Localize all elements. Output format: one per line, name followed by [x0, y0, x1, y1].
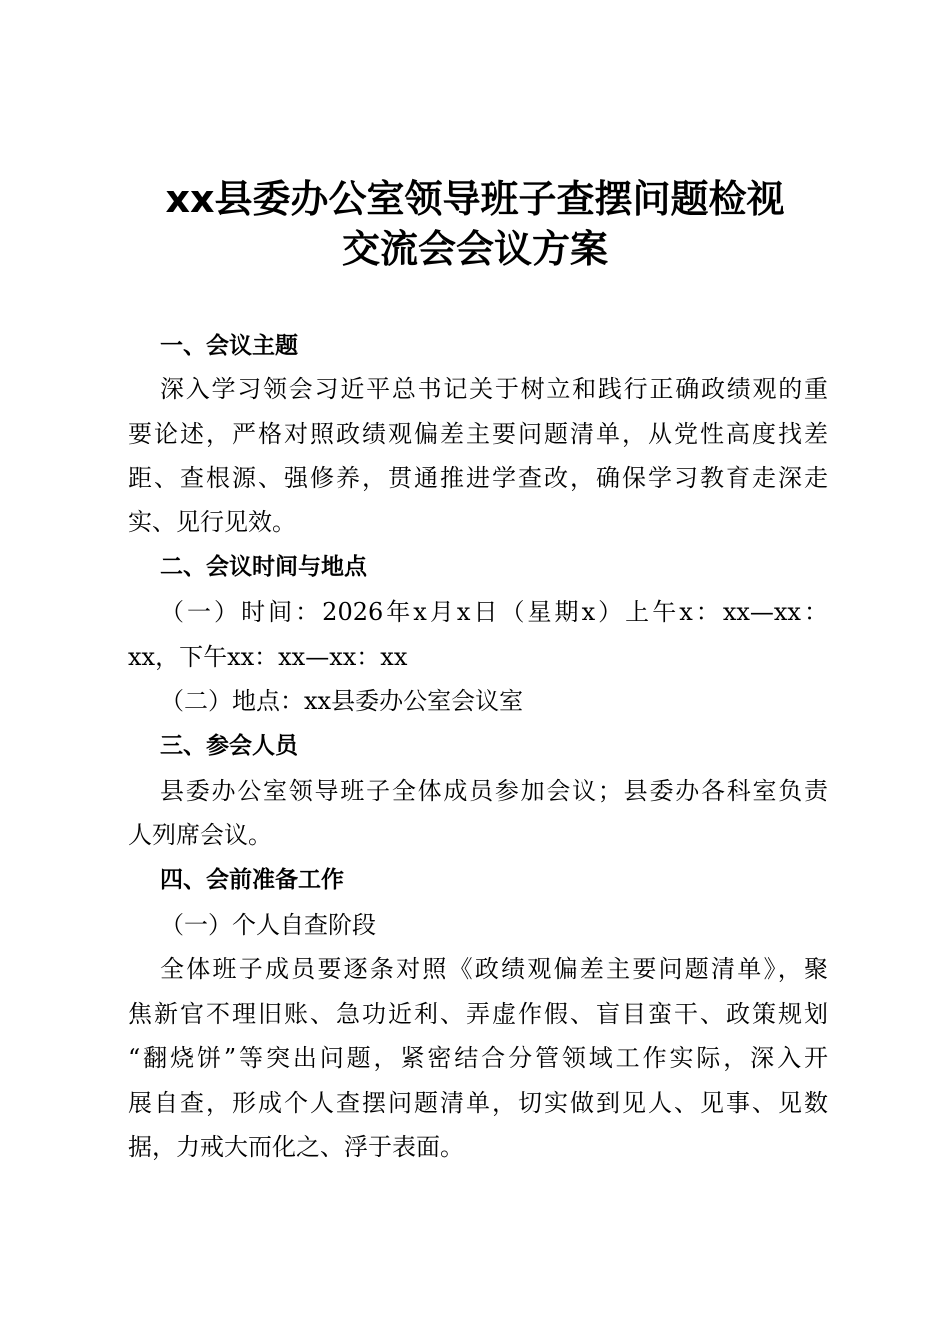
section-3-paragraph-line: 人列席会议。	[128, 821, 272, 849]
section-4-subheading: （一）个人自查阶段	[160, 911, 376, 939]
document-title-line-1: xx县委办公室领导班子查摆问题检视	[165, 177, 785, 221]
section-2-heading: 二、会议时间与地点	[160, 554, 367, 580]
section-4-paragraph-line: 全体班子成员要逐条对照《政绩观偏差主要问题清单》，聚	[160, 955, 828, 983]
meeting-time-line: xx，下午xx：xx—xx：xx	[128, 643, 408, 671]
section-1-paragraph-line: 实、见行见效。	[128, 508, 296, 536]
document-title-line-2: 交流会会议方案	[341, 227, 608, 271]
section-4-paragraph-line: 据，力戒大而化之、浮于表面。	[128, 1133, 464, 1161]
section-1-heading: 一、会议主题	[160, 333, 298, 359]
section-3-heading: 三、参会人员	[160, 733, 298, 759]
section-4-paragraph-line: 展自查，形成个人查摆问题清单，切实做到见人、见事、见数	[128, 1089, 828, 1117]
section-4-paragraph-line: “翻烧饼”等突出问题，紧密结合分管领域工作实际，深入开	[128, 1044, 828, 1072]
section-4-heading: 四、会前准备工作	[160, 867, 344, 893]
section-1-paragraph-line: 要论述，严格对照政绩观偏差主要问题清单，从党性高度找差	[128, 420, 828, 448]
section-1-paragraph-line: 深入学习领会习近平总书记关于树立和践行正确政绩观的重	[160, 375, 828, 403]
meeting-place-line: （二）地点：xx县委办公室会议室	[160, 687, 524, 715]
section-1-paragraph-line: 距、查根源、强修养，贯通推进学查改，确保学习教育走深走	[128, 464, 828, 492]
section-4-paragraph-line: 焦新官不理旧账、急功近利、弄虚作假、盲目蛮干、政策规划	[128, 1000, 828, 1028]
section-3-paragraph-line: 县委办公室领导班子全体成员参加会议；县委办各科室负责	[160, 777, 828, 805]
meeting-time-line: （一）时间：2026年x月x日（星期x）上午x：xx—xx：	[160, 598, 828, 626]
